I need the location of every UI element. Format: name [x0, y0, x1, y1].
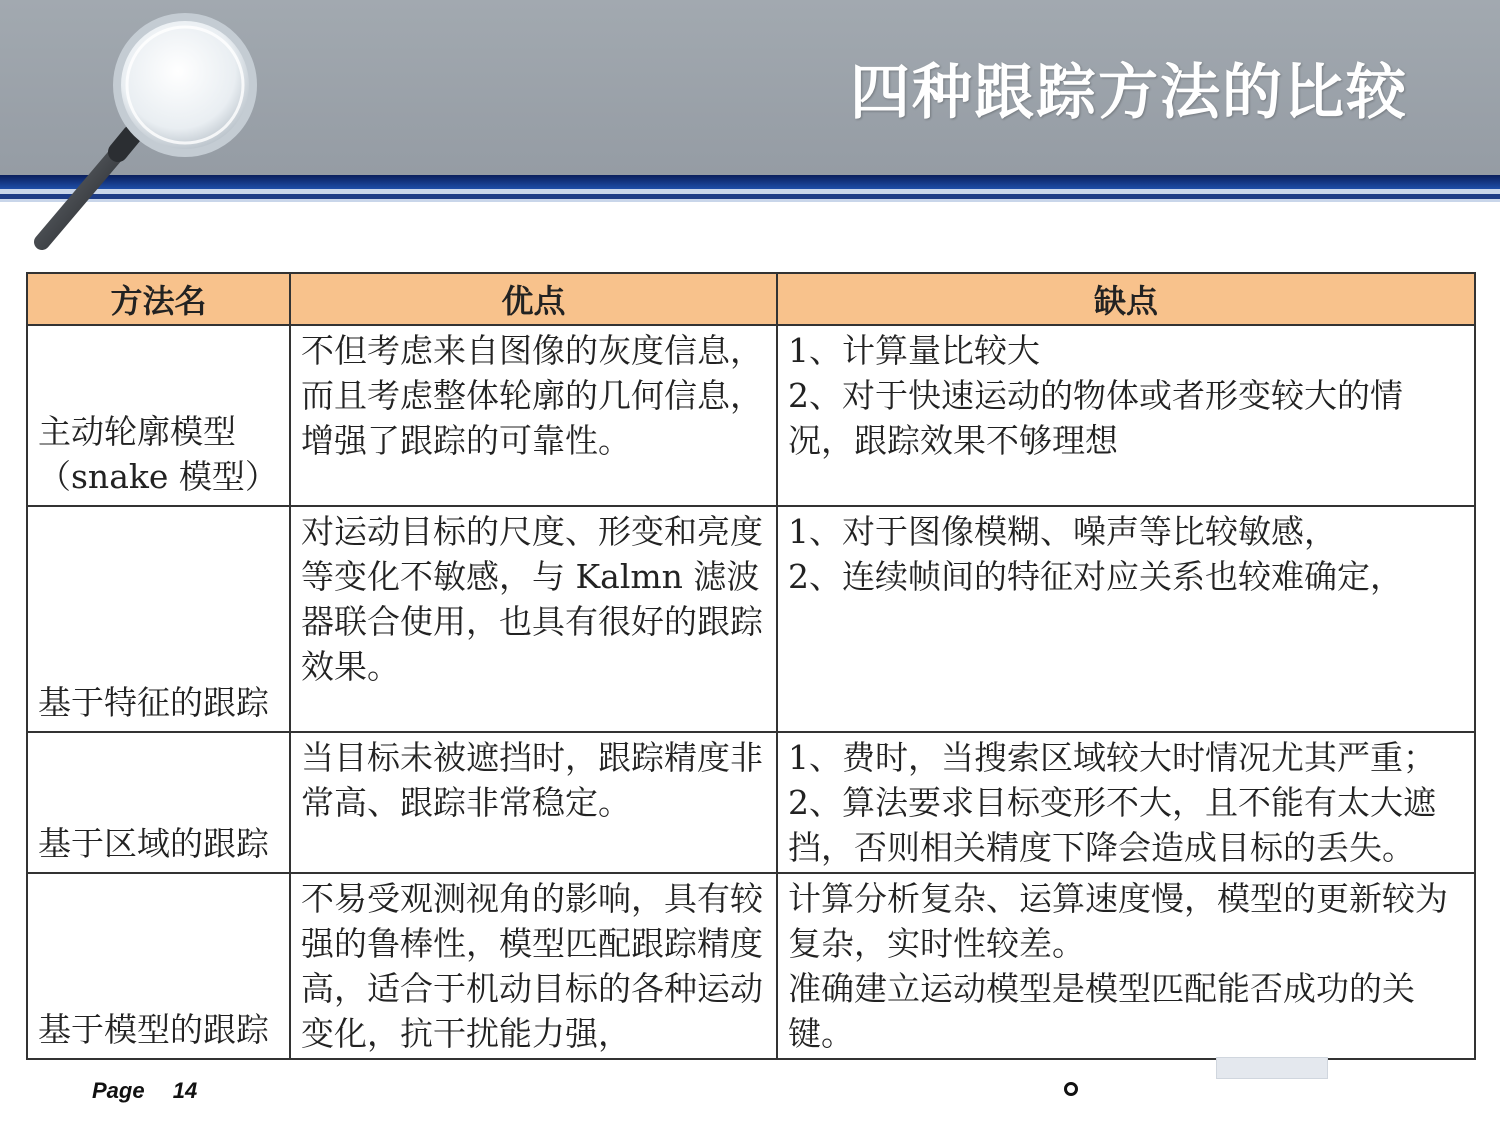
method-cons — [777, 506, 1475, 732]
cons-line: 2、算法要求目标变形不大，且不能有太大遮挡，否则相关精度下降会造成目标的丢失。 — [788, 783, 1436, 867]
table-header-row — [27, 273, 1475, 325]
cons-line: 1、对于图像模糊、噪声等比较敏感， — [788, 512, 1337, 551]
column-header-method: 方法名 — [27, 273, 290, 325]
table-row — [27, 506, 1475, 732]
cons-line: 准确建立运动模型是模型匹配能否成功的关键。 — [788, 969, 1415, 1053]
method-cons — [777, 732, 1475, 873]
method-name: 基于区域的跟踪 — [27, 732, 290, 873]
table-row — [27, 325, 1475, 506]
method-name: 主动轮廓模型（snake 模型） — [27, 325, 290, 506]
slide-title: 四种跟踪方法的比较 — [850, 58, 1408, 128]
column-header-pros: 优点 — [290, 273, 777, 325]
method-cons — [777, 325, 1475, 506]
method-pros: 对运动目标的尺度、形变和亮度等变化不敏感，与 Kalmn 滤波器联合使用，也具有很好的跟踪效果。 — [290, 506, 777, 732]
magnifying-glass-icon — [20, 10, 270, 260]
method-name: 基于特征的跟踪 — [27, 506, 290, 732]
column-header-cons: 缺点 — [777, 273, 1475, 325]
cons-line: 1、费时，当搜索区域较大时情况尤其严重； — [788, 738, 1436, 777]
footer-decoration — [1216, 1057, 1328, 1079]
cons-line: 1、计算量比较大 — [788, 331, 1040, 370]
method-name: 基于模型的跟踪 — [27, 873, 290, 1059]
cons-line: 计算分析复杂、运算速度慢，模型的更新较为复杂，实时性较差。 — [788, 879, 1448, 963]
page-label: Page — [92, 1078, 145, 1103]
method-pros: 不易受观测视角的影响，具有较强的鲁棒性，模型匹配跟踪精度高，适合于机动目标的各种运动变化，抗干扰能力强， — [290, 873, 777, 1059]
circle-dot-icon — [1064, 1082, 1078, 1096]
table-row — [27, 732, 1475, 873]
method-cons — [777, 873, 1475, 1059]
cons-line: 2、对于快速运动的物体或者形变较大的情况，跟踪效果不够理想 — [788, 376, 1403, 460]
table-row — [27, 873, 1475, 1059]
cons-line: 2、连续帧间的特征对应关系也较难确定， — [788, 557, 1403, 596]
method-pros: 不但考虑来自图像的灰度信息，而且考虑整体轮廓的几何信息，增强了跟踪的可靠性。 — [290, 325, 777, 506]
page-number: 14 — [172, 1078, 198, 1103]
page-indicator — [92, 1078, 197, 1104]
method-pros: 当目标未被遮挡时，跟踪精度非常高、跟踪非常稳定。 — [290, 732, 777, 873]
comparison-table — [26, 272, 1476, 1060]
